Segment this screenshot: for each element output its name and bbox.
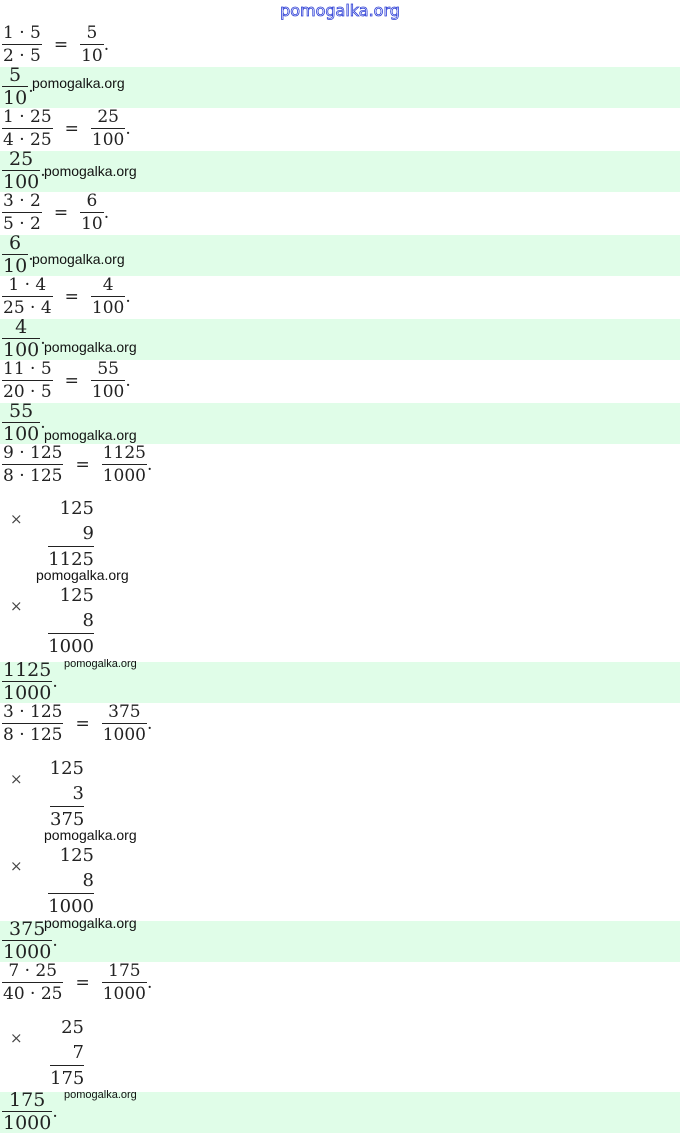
equals-sign: = <box>64 286 79 307</box>
watermark: pomogalka.org <box>36 567 129 583</box>
multiplicand: 125 <box>59 845 94 866</box>
period: . <box>52 671 58 692</box>
numerator: 5 <box>86 23 98 43</box>
column-multiplication <box>0 756 84 834</box>
multiplicand: 25 <box>61 1017 84 1038</box>
column-multiplication <box>0 1015 84 1093</box>
equals-sign: = <box>75 713 90 734</box>
denominator: 100 <box>3 423 40 445</box>
rhs-fraction <box>102 442 147 487</box>
equation-line <box>2 358 131 403</box>
answer-fraction <box>2 659 52 704</box>
numerator: 4 <box>15 316 28 338</box>
denominator: 10 <box>3 255 28 277</box>
denominator: 1000 <box>3 682 52 704</box>
denominator: 8 · 125 <box>3 466 63 486</box>
numerator: 7 · 25 <box>8 961 58 981</box>
watermark: pomogalka.org <box>44 163 137 179</box>
rhs-fraction <box>80 22 104 67</box>
multiplier: 8 <box>82 610 94 631</box>
period: . <box>147 972 153 993</box>
watermark: pomogalka.org <box>44 915 137 931</box>
answer-line <box>2 232 34 277</box>
site-header[interactable]: pomogalka.org <box>280 1 400 20</box>
column-multiplication <box>0 496 94 574</box>
answer-fraction <box>2 400 40 445</box>
denominator: 8 · 125 <box>3 725 63 745</box>
numerator: 1125 <box>3 659 52 681</box>
period: . <box>28 76 34 97</box>
numerator: 9 · 125 <box>3 443 63 463</box>
numerator: 1125 <box>102 443 146 463</box>
times-sign: × <box>10 857 23 875</box>
lhs-fraction <box>2 358 53 403</box>
product: 375 <box>50 806 84 833</box>
numerator: 1 · 5 <box>3 23 41 43</box>
numerator: 3 · 125 <box>3 702 63 722</box>
period: . <box>125 370 131 391</box>
lhs-fraction <box>2 274 53 319</box>
numerator: 1 · 25 <box>3 107 52 127</box>
numerator: 375 <box>9 918 46 940</box>
watermark: pomogalka.org <box>64 1089 137 1101</box>
denominator: 40 · 25 <box>3 984 63 1004</box>
numerator: 6 <box>86 191 98 211</box>
period: . <box>147 454 153 475</box>
denominator: 10 <box>3 87 28 109</box>
denominator: 5 · 2 <box>3 214 41 234</box>
product: 1000 <box>48 633 94 660</box>
equation-line <box>2 190 109 235</box>
numerator: 6 <box>9 232 22 254</box>
equation-line <box>2 960 152 1005</box>
watermark: pomogalka.org <box>64 658 137 670</box>
period: . <box>125 286 131 307</box>
denominator: 1000 <box>3 1112 52 1134</box>
rhs-fraction <box>91 358 125 403</box>
denominator: 100 <box>91 298 125 318</box>
multiplier: 7 <box>72 1042 84 1063</box>
equals-sign: = <box>53 202 69 223</box>
watermark: pomogalka.org <box>44 427 137 443</box>
multiplier: 8 <box>82 870 94 891</box>
denominator: 25 · 4 <box>3 298 52 318</box>
answer-line <box>2 400 46 445</box>
lhs-fraction <box>2 442 63 487</box>
denominator: 1000 <box>102 466 146 486</box>
answer-fraction <box>2 1089 52 1134</box>
answer-fraction <box>2 232 28 277</box>
equals-sign: = <box>53 34 69 55</box>
times-sign: × <box>10 510 23 528</box>
equation-line <box>2 442 152 487</box>
equation-line <box>2 701 152 746</box>
numerator: 175 <box>9 1089 46 1111</box>
product: 1000 <box>48 893 94 920</box>
watermark: pomogalka.org <box>32 251 125 267</box>
equals-sign: = <box>75 972 90 993</box>
denominator: 100 <box>91 382 125 402</box>
rhs-fraction <box>91 274 125 319</box>
multiplicand: 125 <box>49 758 84 779</box>
denominator: 100 <box>91 130 125 150</box>
period: . <box>103 34 110 55</box>
period: . <box>125 118 131 139</box>
equation-line <box>2 22 109 67</box>
equation-line <box>2 274 131 319</box>
denominator: 1000 <box>102 984 146 1004</box>
equation-line <box>2 106 131 151</box>
answer-line <box>2 316 46 361</box>
numerator: 175 <box>108 961 141 981</box>
period: . <box>103 202 110 223</box>
denominator: 100 <box>3 171 40 193</box>
numerator: 4 <box>102 275 114 295</box>
numerator: 1 · 4 <box>8 275 47 295</box>
times-sign: × <box>10 597 23 615</box>
denominator: 4 · 25 <box>3 130 52 150</box>
equals-sign: = <box>64 370 79 391</box>
period: . <box>147 713 153 734</box>
column-multiplication <box>0 843 94 921</box>
answer-line <box>2 64 34 109</box>
numerator: 55 <box>9 400 34 422</box>
times-sign: × <box>10 1029 23 1047</box>
watermark: pomogalka.org <box>44 827 137 843</box>
period: . <box>52 1101 58 1122</box>
multiplier: 9 <box>82 523 94 544</box>
rhs-fraction <box>102 701 147 746</box>
product: 1125 <box>48 546 94 573</box>
numerator: 25 <box>9 148 34 170</box>
period: . <box>28 244 34 265</box>
multiplicand: 125 <box>59 585 94 606</box>
lhs-fraction <box>2 22 42 67</box>
lhs-fraction <box>2 106 53 151</box>
denominator: 20 · 5 <box>3 382 52 402</box>
period: . <box>40 328 46 349</box>
multiplier: 3 <box>72 783 84 804</box>
numerator: 55 <box>97 359 119 379</box>
numerator: 375 <box>108 702 141 722</box>
lhs-fraction <box>2 960 63 1005</box>
numerator: 25 <box>97 107 119 127</box>
answer-fraction <box>2 64 28 109</box>
denominator: 1000 <box>102 725 146 745</box>
answer-fraction <box>2 316 40 361</box>
numerator: 5 <box>9 64 22 86</box>
period: . <box>40 160 46 181</box>
watermark: pomogalka.org <box>44 339 137 355</box>
numerator: 11 · 5 <box>3 359 52 379</box>
times-sign: × <box>10 770 23 788</box>
rhs-fraction <box>80 190 104 235</box>
answer-fraction <box>2 148 40 193</box>
period: . <box>52 930 58 951</box>
denominator: 10 <box>81 46 103 66</box>
column-multiplication <box>0 583 94 661</box>
answer-line <box>2 1089 58 1134</box>
denominator: 10 <box>81 214 103 234</box>
denominator: 1000 <box>3 941 52 963</box>
rhs-fraction <box>91 106 125 151</box>
period: . <box>40 412 46 433</box>
lhs-fraction <box>2 701 63 746</box>
equals-sign: = <box>64 118 79 139</box>
answer-line <box>2 148 46 193</box>
product: 175 <box>50 1065 84 1092</box>
numerator: 3 · 2 <box>3 191 41 211</box>
multiplicand: 125 <box>59 498 94 519</box>
watermark: pomogalka.org <box>32 75 125 91</box>
lhs-fraction <box>2 190 42 235</box>
denominator: 2 · 5 <box>3 46 41 66</box>
rhs-fraction <box>102 960 147 1005</box>
denominator: 100 <box>3 339 40 361</box>
equals-sign: = <box>75 454 90 475</box>
answer-line <box>2 659 58 704</box>
